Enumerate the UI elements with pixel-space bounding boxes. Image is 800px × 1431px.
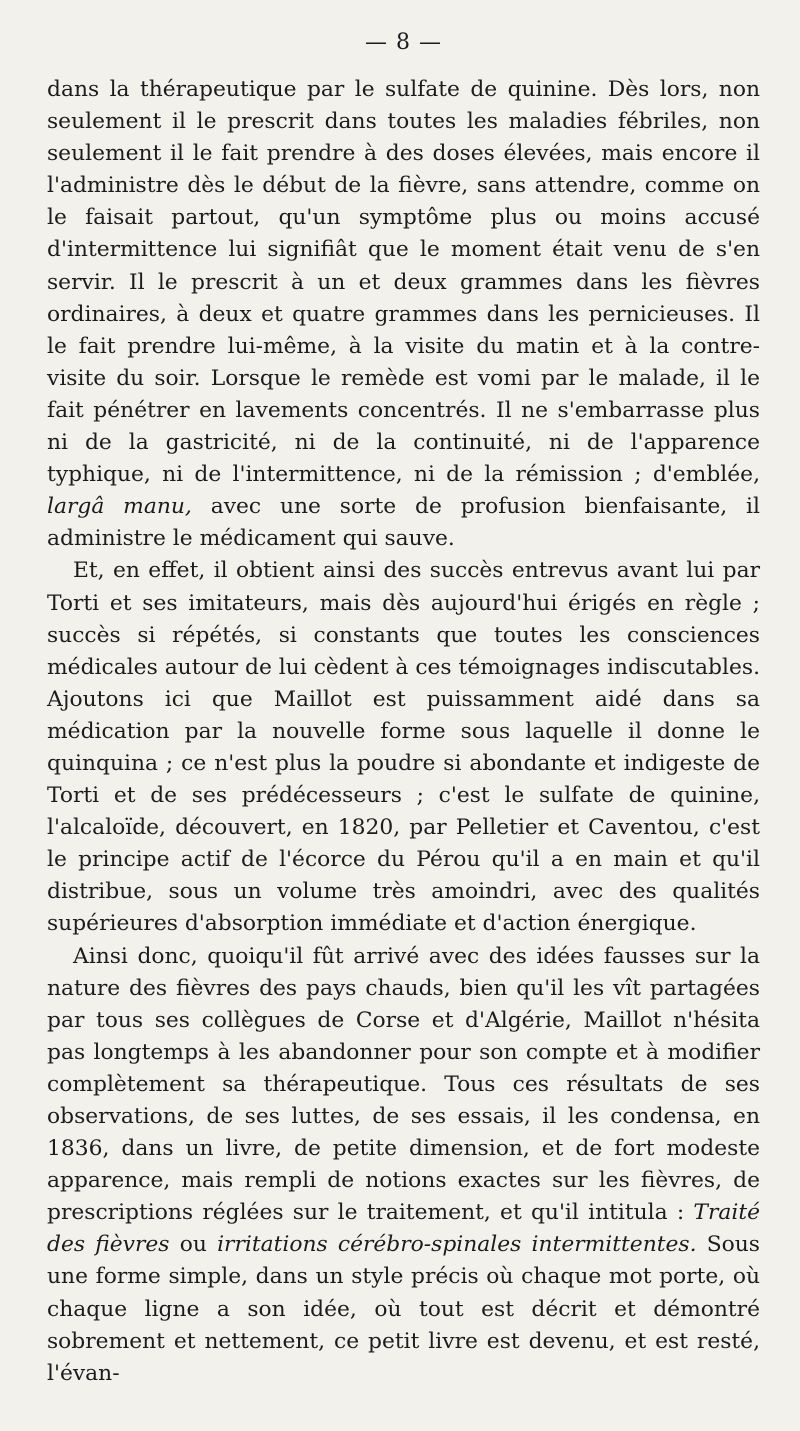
- text-segment: dans la thérapeutique par le sulfate de quinine. Dès lors, non seulement il le prescrit dans toutes les maladies fébriles, non seulement il le fait prendre à des doses élevées, mais encore il l'administre dès le début de la fièvre, sans attendre, comme on le faisait partout, qu'un symptôme plus ou moins accusé d'intermittence lui signifiât que le moment était venu de s'en servir. Il le prescrit à un et deux grammes dans les fièvres ordinaires, à deux et quatre grammes dans les pernicieuses. Il le fait prendre lui-même, à la visite du matin et à la contre-visite du soir. Lorsque le remède est vomi par le malade, il le fait pénétrer en lavements concentrés. Il ne s'embarrasse plus ni de la gastricité, ni de la continuité, ni de l'apparence typhique, ni de l'intermittence, ni de la rémission ; d'emblée,: [47, 77, 760, 488]
- paragraph-2: [47, 555, 760, 940]
- text-segment: Sous une forme simple, dans un style précis où chaque mot porte, où chaque ligne a son idée, où tout est décrit et démontré sobrement et nettement, ce petit livre est devenu, et est resté, l'évan-: [47, 1232, 760, 1386]
- page-number: — 8 —: [365, 30, 442, 55]
- paragraph-1: [47, 74, 760, 555]
- text-segment: Ainsi donc, quoiqu'il fût arrivé avec des idées fausses sur la nature des fièvres des pays chauds, bien qu'il les vît partagées par tous ses collègues de Corse et d'Algérie, Maillot n'hésita pas longtemps à les abandonner pour son compte et à modifier complètement sa thérapeutique. Tous ces résultats de ses observations, de ses luttes, de ses essais, il les condensa, en 1836, dans un livre, de petite dimension, et de fort modeste apparence, mais rempli de notions exactes sur les fièvres, de prescriptions réglées sur le traitement, et qu'il intitula :: [47, 943, 760, 1226]
- text-segment: ou: [169, 1232, 218, 1258]
- text-segment-italic: irritations cérébro-spinales intermittentes.: [217, 1232, 697, 1258]
- text-segment: Et, en effet, il obtient ainsi des succès entrevus avant lui par Torti et ses imitateurs, mais dès aujourd'hui érigés en règle ; succès si répétés, si constants que toutes les consciences médicales autour de lui cèdent à ces témoignages indiscutables. Ajoutons ici que Maillot est puissamment aidé dans sa médication par la nouvelle forme sous laquelle il donne le quinquina ; ce n'est plus la poudre si abondante et indigeste de Torti et de ses prédécesseurs ; c'est le sulfate de quinine, l'alcaloïde, découvert, en 1820, par Pelletier et Caventou, c'est le principe actif de l'écorce du Pérou qu'il a en main et qu'il distribue, sous un volume très amoindri, avec des qualités supérieures d'absorption immédiate et d'action énergique.: [47, 558, 760, 937]
- text-segment-italic: largâ manu,: [47, 494, 192, 520]
- text-segment: avec une sorte de profusion bienfaisante, il administre le médicament qui sauve.: [47, 494, 760, 552]
- paragraph-3: [47, 941, 760, 1390]
- body-text: [47, 74, 760, 1390]
- text-segment-italic: Traité des fièvres: [47, 1200, 760, 1258]
